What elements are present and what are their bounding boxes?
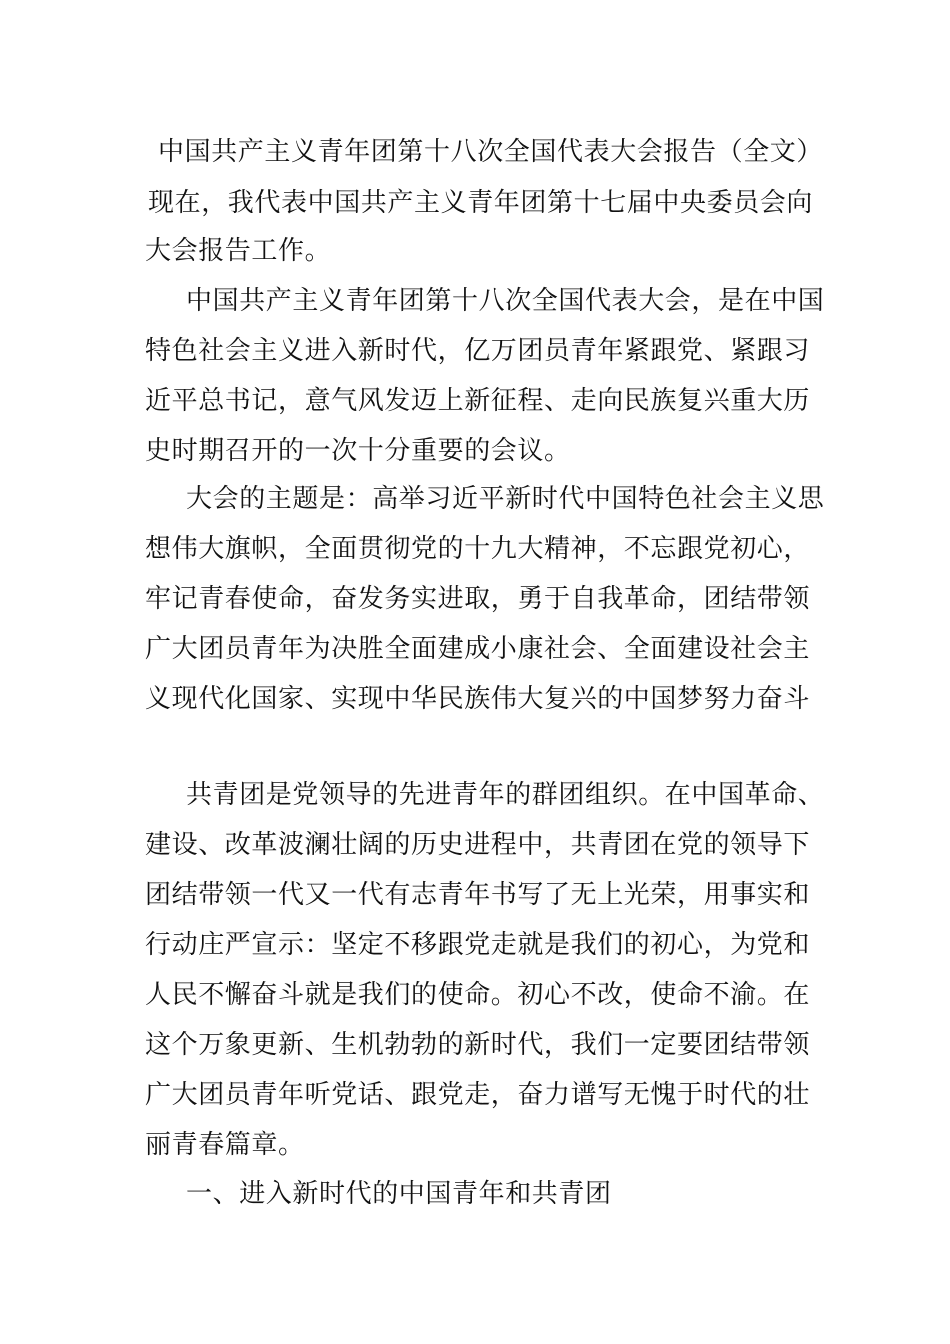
paragraph-line: 义现代化国家、实现中华民族伟大复兴的中国梦努力奋斗 (145, 684, 811, 714)
document-title: 中国共产主义青年团第十八次全国代表大会报告（全文） (158, 137, 824, 167)
paragraph-line: 史时期召开的一次十分重要的会议。 (145, 436, 571, 466)
paragraph-line: 特色社会主义进入新时代，亿万团员青年紧跟党、紧跟习 (145, 336, 811, 366)
paragraph-line: 近平总书记，意气风发迈上新征程、走向民族复兴重大历 (145, 386, 811, 416)
paragraph-line: 想伟大旗帜，全面贯彻党的十九大精神，不忘跟党初心， (145, 534, 811, 564)
paragraph-line: 建设、改革波澜壮阔的历史进程中，共青团在党的领导下 (145, 830, 811, 860)
paragraph-line: 团结带领一代又一代有志青年书写了无上光荣，用事实和 (145, 880, 811, 910)
paragraph-line: 人民不懈奋斗就是我们的使命。初心不改，使命不渝。在 (145, 980, 811, 1010)
section-heading: 一、进入新时代的中国青年和共青团 (186, 1179, 612, 1209)
paragraph-line: 共青团是党领导的先进青年的群团组织。在中国革命、 (186, 780, 825, 810)
paragraph-line: 大会的主题是：高举习近平新时代中国特色社会主义思 (186, 484, 825, 514)
paragraph-line: 中国共产主义青年团第十八次全国代表大会，是在中国 (186, 286, 825, 316)
paragraph-line: 这个万象更新、生机勃勃的新时代，我们一定要团结带领 (145, 1030, 811, 1060)
paragraph-line: 牢记青春使命，奋发务实进取，勇于自我革命，团结带领 (145, 584, 811, 614)
paragraph-line: 广大团员青年为决胜全面建成小康社会、全面建设社会主 (145, 634, 811, 664)
paragraph-line: 丽青春篇章。 (145, 1130, 305, 1160)
paragraph-line: 大会报告工作。 (145, 236, 332, 266)
paragraph-line: 行动庄严宣示：坚定不移跟党走就是我们的初心，为党和 (145, 930, 811, 960)
paragraph-line: 现在，我代表中国共产主义青年团第十七届中央委员会向 (148, 188, 814, 218)
paragraph-line: 广大团员青年听党话、跟党走，奋力谱写无愧于时代的壮 (145, 1080, 811, 1110)
